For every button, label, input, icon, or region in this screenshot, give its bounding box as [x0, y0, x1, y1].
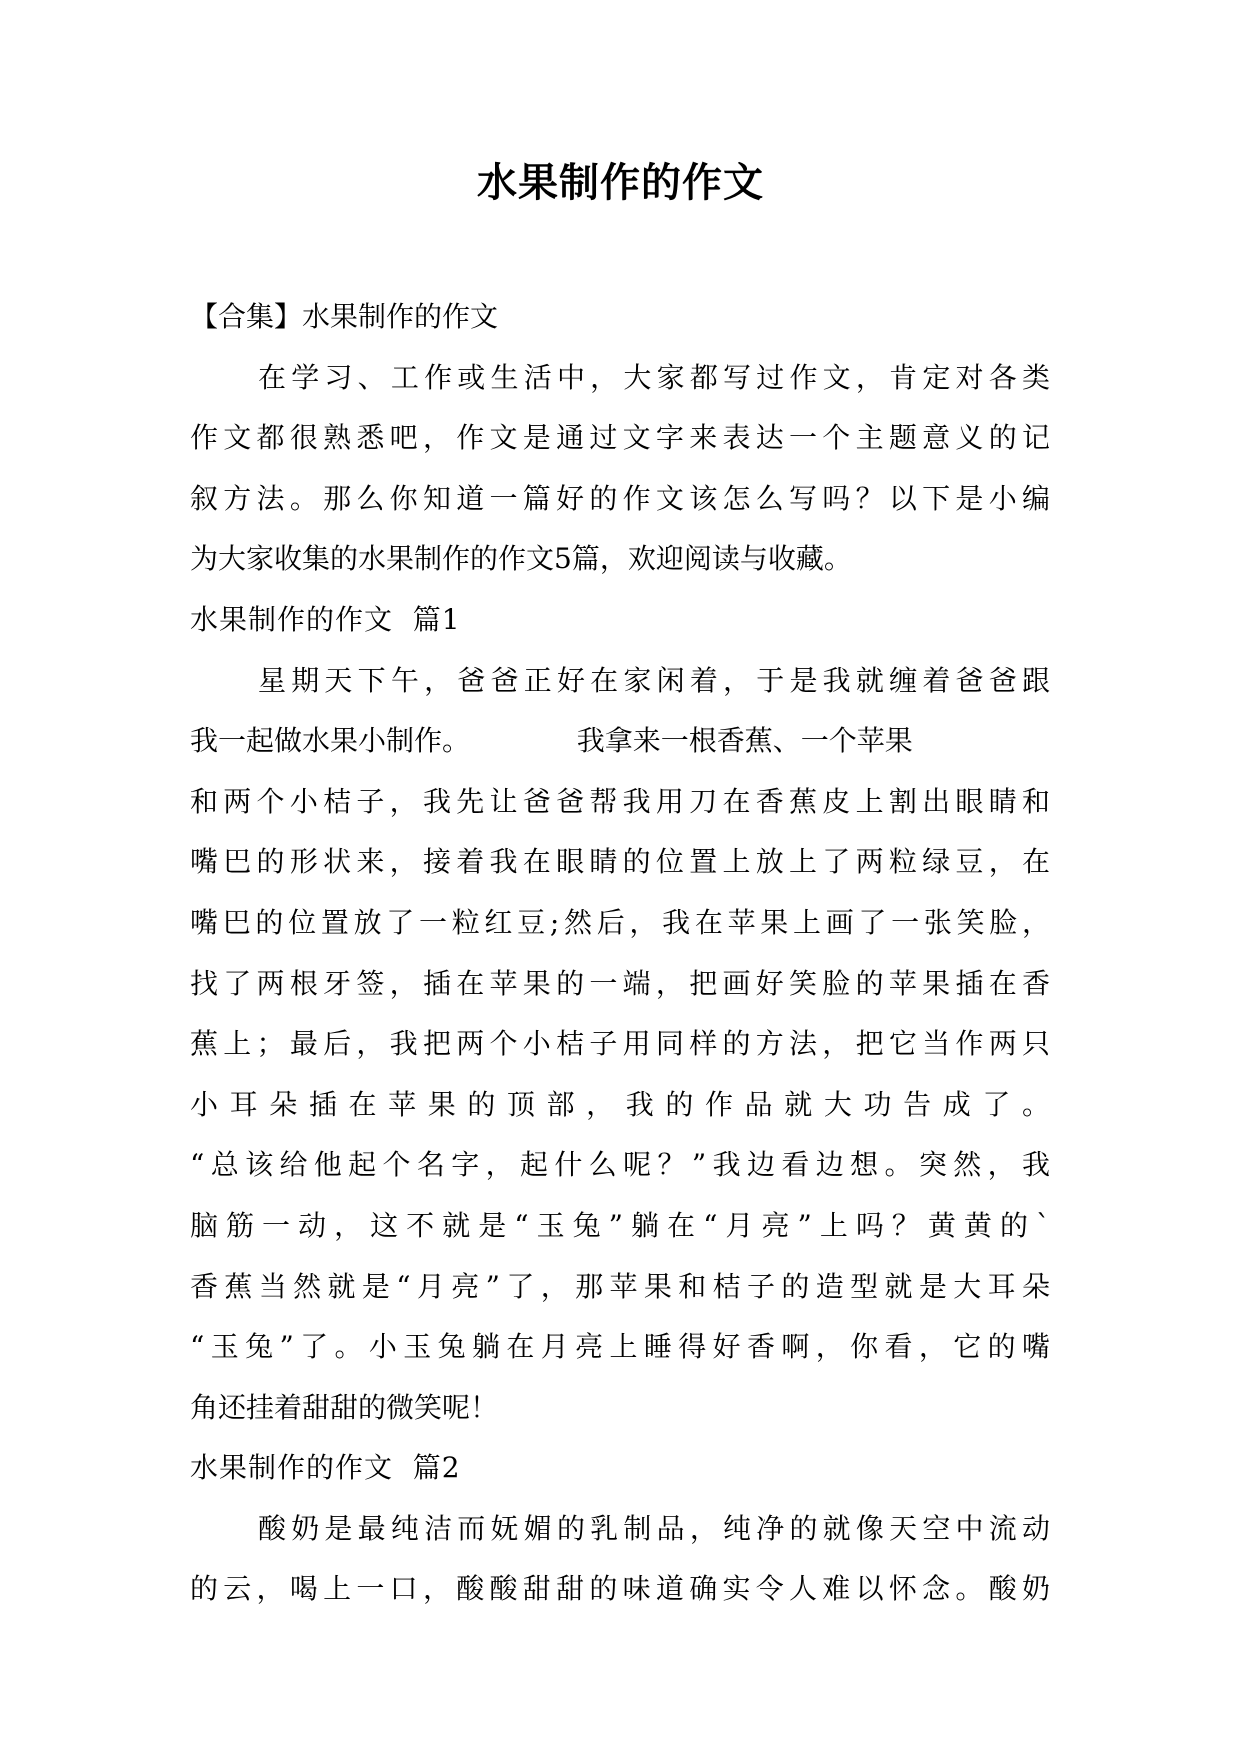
intro-line-2: 作文都很熟悉吧，作文是通过文字来表达一个主题意义的记 [190, 421, 1050, 455]
essay-1-line-13: 角还挂着甜甜的微笑呢！ [190, 1390, 499, 1424]
essay-1-line-10: 脑筋一动，这不就是“玉兔”躺在“月亮”上吗？黄黄的` [190, 1208, 1050, 1242]
essay-1-line-8: 小耳朵插在苹果的顶部，我的作品就大功告成了。 [190, 1087, 1050, 1121]
essay-2-line-1: 酸奶是最纯洁而妩媚的乳制品，纯净的就像天空中流动 [258, 1511, 1050, 1545]
essay-1-line-12: “玉兔”了。小玉兔躺在月亮上睡得好香啊，你看，它的嘴 [190, 1330, 1050, 1364]
essay-1-line-5: 嘴巴的位置放了一粒红豆;然后，我在苹果上画了一张笑脸， [190, 905, 1050, 939]
intro-line-3: 叙方法。那么你知道一篇好的作文该怎么写吗？以下是小编 [190, 481, 1050, 515]
collection-heading: 【合集】水果制作的作文 [190, 300, 499, 333]
essay-1-line-3: 和两个小桔子，我先让爸爸帮我用刀在香蕉皮上割出眼睛和 [190, 784, 1050, 818]
essay-1-heading: 水果制作的作文 篇1 [190, 602, 461, 636]
essay-1-line-7: 蕉上；最后，我把两个小桔子用同样的方法，把它当作两只 [190, 1027, 1050, 1061]
essay-1-line-9: “总该给他起个名字，起什么呢？”我边看边想。突然，我 [190, 1148, 1050, 1182]
essay-2-line-2: 的云，喝上一口，酸酸甜甜的味道确实令人难以怀念。酸奶 [190, 1572, 1050, 1606]
essay-1-line-2: 我一起做水果小制作。 我拿来一根香蕉、一个苹果 [190, 724, 913, 758]
document-body [190, 287, 1050, 1620]
intro-line-4: 为大家收集的水果制作的作文5篇，欢迎阅读与收藏。 [190, 542, 852, 576]
intro-line-1: 在学习、工作或生活中，大家都写过作文，肯定对各类 [258, 360, 1050, 394]
essay-1-line-11: 香蕉当然就是“月亮”了，那苹果和桔子的造型就是大耳朵 [190, 1269, 1050, 1303]
document-title: 水果制作的作文 [477, 160, 764, 206]
essay-1-line-1: 星期天下午，爸爸正好在家闲着，于是我就缠着爸爸跟 [258, 663, 1050, 697]
essay-1-line-6: 找了两根牙签，插在苹果的一端，把画好笑脸的苹果插在香 [190, 966, 1050, 1000]
essay-2-heading: 水果制作的作文 篇2 [190, 1451, 461, 1485]
essay-1-line-4: 嘴巴的形状来，接着我在眼睛的位置上放上了两粒绿豆，在 [190, 845, 1050, 879]
